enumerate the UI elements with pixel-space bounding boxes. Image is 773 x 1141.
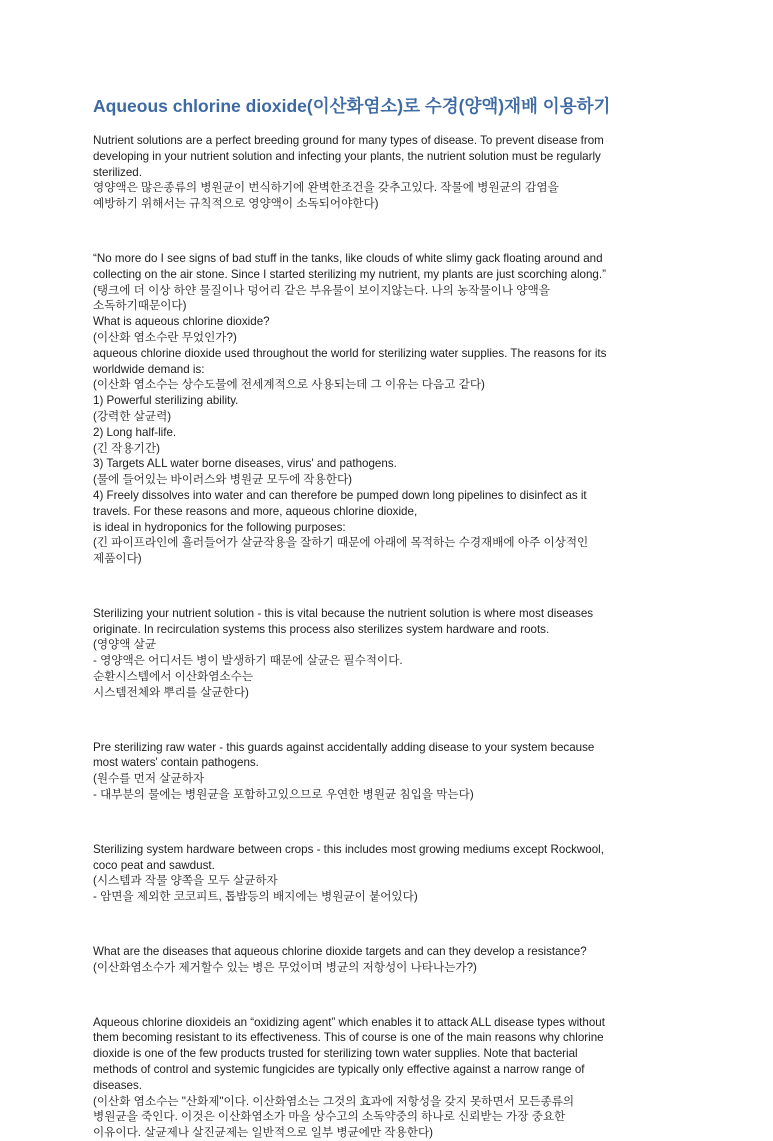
paragraph-gap <box>93 224 693 240</box>
paragraph-gap <box>93 987 693 1003</box>
text-line: 소독하기때문이다) <box>93 299 187 313</box>
text-line: Nutrient solutions are a perfect breeding ground for many types of disease. To prevent disease from <box>93 134 604 147</box>
text-line: (물에 들어있는 바이러스와 병원균 모두에 작용한다) <box>93 473 353 487</box>
text-line: Sterilizing your nutrient solution - this is vital because the nutrient solution is where most diseases <box>93 606 594 620</box>
text-line: originate. In recirculation systems this process also sterilizes system hardware and roots. <box>93 622 550 636</box>
text-line: 영양액은 많은종류의 병원균이 번식하기에 완벽한조건을 갖추고있다. 작물에 병원균의 감염을 <box>93 181 559 195</box>
paragraph-gap <box>93 917 693 933</box>
text-line: 시스템전체와 뿌리를 살균한다) <box>93 685 249 699</box>
text-line: 4) Freely dissolves into water and can therefore be pumped down long pipelines to disinfect as it <box>93 488 587 502</box>
text-line: - 영양액은 어디서든 병이 발생하기 때문에 살균은 필수적이다. <box>93 654 403 668</box>
text-line: What are the diseases that aqueous chlorine dioxide targets and can they develop a resistance? <box>93 945 587 958</box>
paragraph-gap <box>93 712 693 728</box>
text-line: aqueous chlorine dioxide used throughout the world for sterilizing water supplies. The reasons for its <box>93 346 607 360</box>
text-line: (강력한 살균력) <box>93 409 172 423</box>
text-line: (이산화 염소수란 무었인가?) <box>93 330 237 344</box>
document-title: Aqueous chlorine dioxide(이산화염소)로 수경(양액)재배 이용하기 <box>93 96 611 116</box>
text-line: developing in your nutrient solution and infecting your plants, the nutrient solution must be regularly <box>93 149 601 163</box>
text-line: worldwide demand is: <box>93 362 205 376</box>
text-line: (이산화염소수가 제거할수 있는 병은 무었이며 병균의 저항성이 나타나는가?) <box>93 960 477 974</box>
text-line: dioxide is one of the few products trusted for sterilizing town water supplies. Note that bacterial <box>93 1047 578 1061</box>
text-line: Pre sterilizing raw water - this guards against accidentally adding disease to your system because <box>93 740 595 754</box>
text-line: diseases. <box>93 1078 142 1092</box>
text-line: methods of control and systemic fungicides are typically only effective against a narrow range of <box>93 1062 585 1076</box>
text-line: Aqueous chlorine dioxideis an “oxidizing agent” which enables it to attack ALL disease types without <box>93 1015 605 1029</box>
paragraph-gap <box>93 814 693 830</box>
text-line: 이유이다. 살균제나 살진균제는 일반적으로 일부 병균에만 작용한다) <box>93 1126 433 1140</box>
text-line: (시스템과 작물 양쪽을 모두 살균하자 <box>93 874 278 888</box>
text-line: travels. For these reasons and more, aqueous chlorine dioxide, <box>93 504 418 518</box>
text-line: (원수를 먼저 살균하자 <box>93 772 205 786</box>
text-line: 제품이다) <box>93 552 142 566</box>
text-line: Sterilizing system hardware between crops - this includes most growing mediums except Rockwool, <box>93 842 604 856</box>
text-line: 병원균을 죽인다. 이것은 이산화염소가 마을 상수고의 소독약중의 하나로 신뢰받는 가장 중요한 <box>93 1110 566 1124</box>
text-line: What is aqueous chlorine dioxide? <box>93 315 270 329</box>
text-line: coco peat and sawdust. <box>93 858 215 872</box>
text-line: (탱크에 더 이상 하얀 물질이나 덩어리 같은 부유물이 보이지않는다. 나의 농작물이나 양액을 <box>93 283 550 297</box>
text-line: sterilized. <box>93 165 142 179</box>
text-line: 1) Powerful sterilizing ability. <box>93 394 239 408</box>
text-line: - 대부분의 물에는 병원균을 포함하고있으므로 우연한 병원균 침입을 막는다) <box>93 788 474 802</box>
text-line: (긴 작용기간) <box>93 441 160 455</box>
text-line: 예방하기 위해서는 규칙적으로 영양액이 소독되어야한다) <box>93 197 379 211</box>
text-line: 3) Targets ALL water borne diseases, virus' and pathogens. <box>93 457 397 471</box>
text-line: collecting on the air stone. Since I started sterilizing my nutrient, my plants are just scorching along.” <box>93 267 606 281</box>
text-line: is ideal in hydroponics for the following purposes: <box>93 520 346 534</box>
text-line: “No more do I see signs of bad stuff in the tanks, like clouds of white slimy gack floating around and <box>93 251 603 265</box>
paragraph-gap <box>93 579 693 595</box>
text-line: (긴 파이프라인에 흘러들어가 살균작용을 잘하기 때문에 아래에 목적하는 수경재배에 아주 이상적인 <box>93 536 589 550</box>
text-line: (영양액 살균 <box>93 638 157 652</box>
text-line: (이산화 염소수는 "산화제"이다. 이산화염소는 그것의 효과에 저항성을 갖지 못하면서 모든종류의 <box>93 1094 575 1108</box>
text-line: 2) Long half-life. <box>93 425 177 439</box>
text-line: (이산화 염소수는 상수도물에 전세계적으로 사용되는데 그 이유는 다음고 같다) <box>93 378 485 392</box>
text-line: them becoming resistant to its effectiveness. This of course is one of the main reasons why chlorine <box>93 1031 604 1045</box>
text-line: most waters' contain pathogens. <box>93 756 259 770</box>
text-line: - 암면을 제외한 코코피트, 톱밥등의 배지에는 병원균이 붙어있다) <box>93 890 418 904</box>
text-line: 순환시스템에서 이산화염소수는 <box>93 670 254 684</box>
document-body <box>93 133 693 1141</box>
